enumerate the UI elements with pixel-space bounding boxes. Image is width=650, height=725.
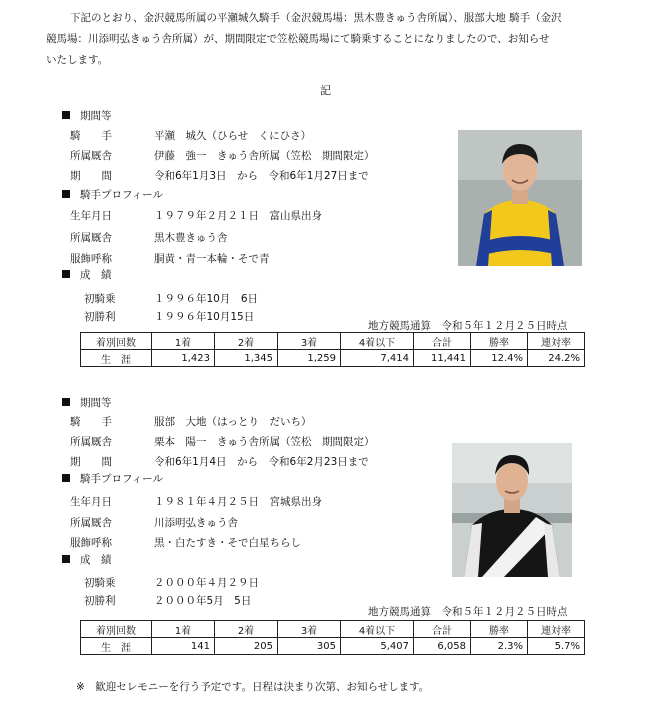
ki-heading: 記 xyxy=(320,84,331,97)
header-cell: 1着 xyxy=(152,621,215,638)
birth-label-1: 生年月日 xyxy=(70,210,112,222)
header-cell: 1着 xyxy=(152,333,215,350)
header-cell: 4着以下 xyxy=(341,621,414,638)
stable-label-2: 所属厩舎 xyxy=(70,436,112,448)
first-ride-label-1: 初騎乗 xyxy=(84,293,116,305)
square-bullet-icon xyxy=(62,555,70,563)
silks-label-2: 服飾呼称 xyxy=(70,537,112,549)
profile-header-2: 騎手プロフィール xyxy=(62,469,163,489)
stats-data-row xyxy=(81,350,585,367)
jockey-photo-1 xyxy=(458,130,582,266)
jockey-birth-1: １９７９年２月２１日 富山県出身 xyxy=(154,210,322,222)
profile-header-1: 騎手プロフィール xyxy=(62,185,163,205)
birth-label-2: 生年月日 xyxy=(70,496,112,508)
square-bullet-icon xyxy=(62,270,70,278)
jockey-first-win-2: ２０００年5月 5日 xyxy=(154,595,252,607)
header-cell: 連対率 xyxy=(528,621,585,638)
stat-cell-wins: 141 xyxy=(152,638,215,655)
jockey-home-stable-1: 黒木豊きゅう舎 xyxy=(154,232,228,244)
stat-cell-second: 1,345 xyxy=(215,350,278,367)
intro-line-2: 競馬場：川添明弘きゅう舎所属）が、期間限定で笠松競馬場にて騎乗することになりましたので、お知らせ xyxy=(46,33,550,45)
stat-cell-second: 205 xyxy=(215,638,278,655)
stats-table-1 xyxy=(80,332,585,367)
square-bullet-icon xyxy=(62,474,70,482)
home-stable-label-2: 所属厩舎 xyxy=(70,517,112,529)
header-cell: 合計 xyxy=(414,621,471,638)
stat-cell-third: 305 xyxy=(278,638,341,655)
stat-cell-wins: 1,423 xyxy=(152,350,215,367)
period-header-1: 期間等 xyxy=(62,106,112,126)
results-header-2: 成 績 xyxy=(62,550,112,570)
stat-cell-place-rate: 5.7% xyxy=(528,638,585,655)
jockey-label-2: 騎 手 xyxy=(70,416,112,428)
jockey-portrait-1 xyxy=(458,130,582,266)
jockey-period-2: 令和6年1月4日 から 令和6年2月23日まで xyxy=(154,456,369,468)
stats-header-row xyxy=(81,333,585,350)
stat-cell-win-rate: 12.4% xyxy=(471,350,528,367)
stat-cell-fourth-below: 7,414 xyxy=(341,350,414,367)
jockey-first-win-1: １９９６年10月15日 xyxy=(154,311,255,323)
as-of-note-1: 地方競馬通算 令和５年１２月２５日時点 xyxy=(368,320,568,332)
header-cell: 2着 xyxy=(215,621,278,638)
square-bullet-icon xyxy=(62,190,70,198)
header-cell: 勝率 xyxy=(471,621,528,638)
silks-label-1: 服飾呼称 xyxy=(70,253,112,265)
jockey-silks-1: 胴黄・青一本輪・そで青 xyxy=(154,253,270,265)
home-stable-label-1: 所属厩舎 xyxy=(70,232,112,244)
jockey-stable-1: 伊藤 強一 きゅう舎所属（笠松 期間限定） xyxy=(154,150,375,162)
stat-cell-third: 1,259 xyxy=(278,350,341,367)
stat-cell-place-rate: 24.2% xyxy=(528,350,585,367)
header-cell: 3着 xyxy=(278,621,341,638)
stats-table-2 xyxy=(80,620,585,655)
period-label-2: 期 間 xyxy=(70,456,112,468)
header-cell: 着別回数 xyxy=(81,333,152,350)
stable-label-1: 所属厩舎 xyxy=(70,150,112,162)
header-cell: 3着 xyxy=(278,333,341,350)
stat-cell-win-rate: 2.3% xyxy=(471,638,528,655)
header-cell: 着別回数 xyxy=(81,621,152,638)
jockey-period-1: 令和6年1月3日 から 令和6年1月27日まで xyxy=(154,170,369,182)
ceremony-note: ※ 歓迎セレモニーを行う予定です。日程は決まり次第、お知らせします。 xyxy=(76,681,430,693)
jockey-portrait-2 xyxy=(452,443,572,577)
header-cell: 連対率 xyxy=(528,333,585,350)
header-cell: 勝率 xyxy=(471,333,528,350)
results-header-1: 成 績 xyxy=(62,265,112,285)
stat-cell-total: 6,058 xyxy=(414,638,471,655)
jockey-label-1: 騎 手 xyxy=(70,130,112,142)
intro-line-1: 下記のとおり、金沢競馬所属の平瀬城久騎手（金沢競馬場：黒木豊きゅう舎所属）、服部大地 騎手（金沢 xyxy=(70,12,562,24)
intro-paragraph xyxy=(46,8,588,71)
intro-line-3: いたします。 xyxy=(46,54,109,66)
stat-cell-total: 11,441 xyxy=(414,350,471,367)
jockey-birth-2: １９８１年４月２５日 宮城県出身 xyxy=(154,496,322,508)
square-bullet-icon xyxy=(62,398,70,406)
stats-data-row xyxy=(81,638,585,655)
jockey-first-ride-2: ２０００年４月２９日 xyxy=(154,577,259,589)
stat-cell-fourth-below: 5,407 xyxy=(341,638,414,655)
first-ride-label-2: 初騎乗 xyxy=(84,577,116,589)
as-of-note-2: 地方競馬通算 令和５年１２月２５日時点 xyxy=(368,606,568,618)
row-label-cell: 生 涯 xyxy=(81,638,152,655)
jockey-name-2: 服部 大地（はっとり だいち） xyxy=(154,416,312,428)
square-bullet-icon xyxy=(62,111,70,119)
jockey-first-ride-1: １９９６年10月 6日 xyxy=(154,293,259,305)
jockey-home-stable-2: 川添明弘きゅう舎 xyxy=(154,517,238,529)
jockey-stable-2: 栗本 陽一 きゅう舎所属（笠松 期間限定） xyxy=(154,436,375,448)
stats-header-row xyxy=(81,621,585,638)
header-cell: 2着 xyxy=(215,333,278,350)
first-win-label-1: 初勝利 xyxy=(84,311,116,323)
jockey-name-1: 平瀬 城久（ひらせ くにひさ） xyxy=(154,130,312,142)
first-win-label-2: 初勝利 xyxy=(84,595,116,607)
header-cell: 合計 xyxy=(414,333,471,350)
header-cell: 4着以下 xyxy=(341,333,414,350)
period-header-2: 期間等 xyxy=(62,393,112,413)
row-label-cell: 生 涯 xyxy=(81,350,152,367)
jockey-photo-2 xyxy=(452,443,572,577)
jockey-silks-2: 黒・白たすき・そで白星ちらし xyxy=(154,537,301,549)
period-label-1: 期 間 xyxy=(70,170,112,182)
